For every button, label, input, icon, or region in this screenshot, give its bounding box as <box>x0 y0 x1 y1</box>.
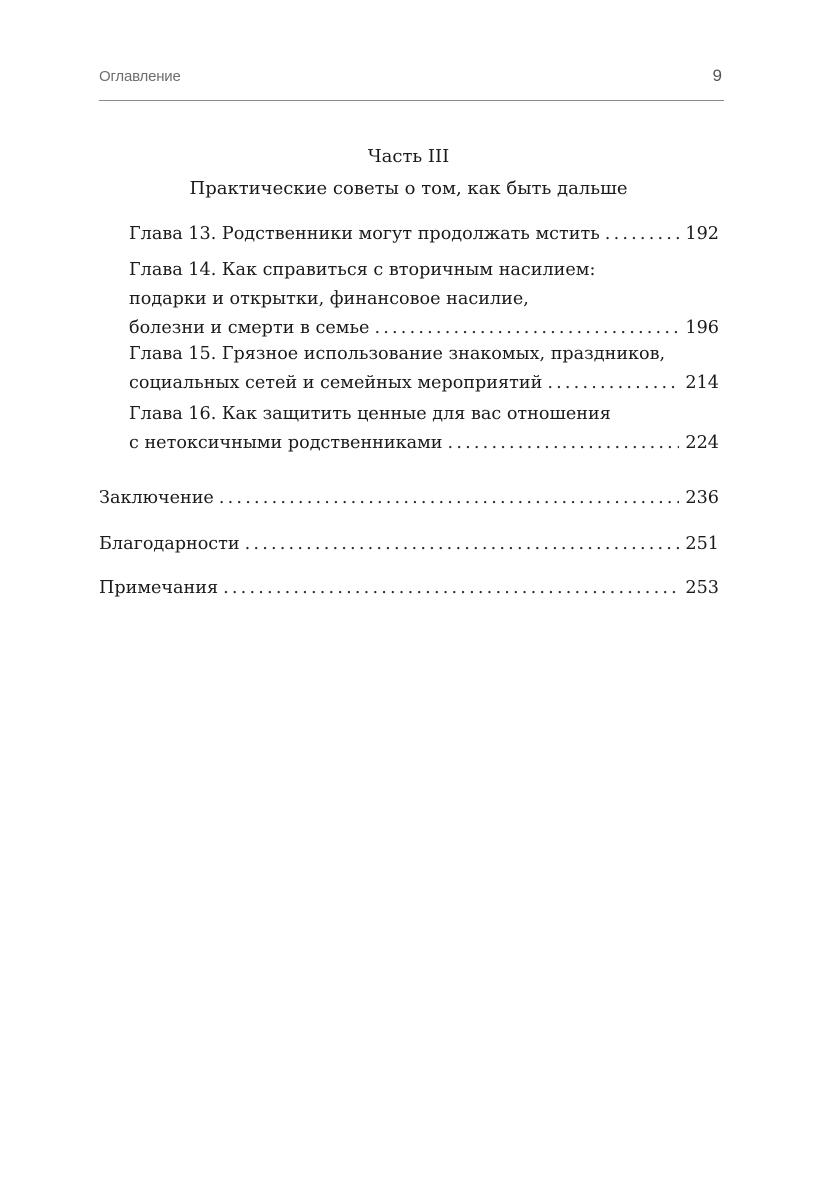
toc-page-number: 253 <box>685 578 719 598</box>
toc-page-number: 236 <box>685 488 719 508</box>
part-subtitle: Практические советы о том, как быть дальше <box>189 178 628 199</box>
toc-entry-title: Глава 16. Как защитить ценные для вас отношения <box>129 404 611 424</box>
toc-entry-title: Глава 14. Как справиться с вторичным насилием: <box>129 260 596 280</box>
page-number: 9 <box>712 66 722 85</box>
dot-leader <box>219 484 680 513</box>
toc-entry-title: Глава 13. Родственники могут продолжать мстить <box>129 224 600 244</box>
toc-entry-acknowledgements[interactable] <box>99 530 719 559</box>
dot-leader <box>223 574 679 603</box>
toc-entry-conclusion[interactable] <box>99 484 719 513</box>
toc-entry-title: Примечания <box>99 578 219 598</box>
toc-entry-title: Заключение <box>99 488 214 508</box>
toc-entry-chapter-15[interactable] <box>129 340 719 398</box>
toc-page-number: 192 <box>685 224 719 244</box>
toc-page-number: 196 <box>685 318 719 338</box>
dot-leader <box>448 429 680 458</box>
part-title: Часть III <box>367 146 450 167</box>
toc-entry-chapter-13[interactable] <box>129 220 719 249</box>
toc-entry-title: Глава 15. Грязное использование знакомых, праздников, <box>129 344 666 364</box>
toc-entry-title-continued: болезни и смерти в семье <box>129 318 370 338</box>
toc-page-number: 214 <box>685 373 719 393</box>
dot-leader <box>374 314 679 343</box>
toc-entry-title: Благодарности <box>99 534 240 554</box>
dot-leader <box>605 220 680 249</box>
toc-page-number: 251 <box>685 534 719 554</box>
toc-entry-title-continued: подарки и открытки, финансовое насилие, <box>129 289 529 309</box>
dot-leader <box>547 369 679 398</box>
toc-entry-notes[interactable] <box>99 574 719 603</box>
toc-entry-title-continued: с нетоксичными родственниками <box>129 433 443 453</box>
running-header <box>99 66 724 101</box>
toc-entry-chapter-14[interactable] <box>129 256 719 343</box>
running-header-section: Оглавление <box>99 68 181 85</box>
dot-leader <box>245 530 680 559</box>
toc-entry-chapter-16[interactable] <box>129 400 719 458</box>
toc-entry-title-continued: социальных сетей и семейных мероприятий <box>129 373 543 393</box>
toc-page-number: 224 <box>685 433 719 453</box>
